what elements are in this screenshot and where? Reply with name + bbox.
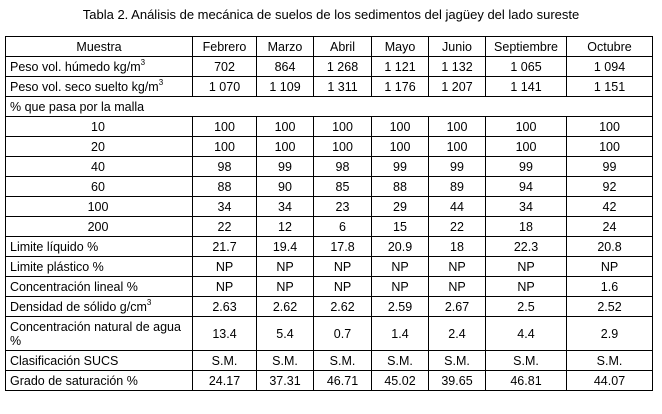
table-cell: 1 151 bbox=[567, 77, 653, 97]
table-row bbox=[6, 371, 653, 391]
header-cell: Muestra bbox=[6, 37, 193, 57]
row-label: 60 bbox=[6, 177, 193, 197]
row-label-text: Peso vol. seco suelto kg/m bbox=[10, 79, 159, 94]
table-cell: 1 311 bbox=[314, 77, 372, 97]
table-cell: 1.6 bbox=[567, 277, 653, 297]
table-cell: 2.4 bbox=[429, 317, 486, 351]
table-cell: 2.59 bbox=[372, 297, 429, 317]
table-cell: 89 bbox=[429, 177, 486, 197]
row-label-text: Densidad de sólido g/cm bbox=[10, 299, 147, 314]
section-row bbox=[6, 97, 653, 117]
table-cell: 24.17 bbox=[193, 371, 257, 391]
table-cell: NP bbox=[567, 257, 653, 277]
table-cell: 34 bbox=[257, 197, 314, 217]
table-cell: 1 207 bbox=[429, 77, 486, 97]
table-cell: 34 bbox=[193, 197, 257, 217]
table-row bbox=[6, 177, 653, 197]
header-cell: Octubre bbox=[567, 37, 653, 57]
table-cell: 15 bbox=[372, 217, 429, 237]
table-row bbox=[6, 257, 653, 277]
table-cell: 94 bbox=[486, 177, 567, 197]
table-cell: 88 bbox=[372, 177, 429, 197]
table-cell: 29 bbox=[372, 197, 429, 217]
table-cell: 5.4 bbox=[257, 317, 314, 351]
table-cell: 22.3 bbox=[486, 237, 567, 257]
table-cell: 2.67 bbox=[429, 297, 486, 317]
table-cell: NP bbox=[486, 257, 567, 277]
row-label: 20 bbox=[6, 137, 193, 157]
row-label: Concentración natural de agua % bbox=[6, 317, 193, 351]
row-label: Concentración lineal % bbox=[6, 277, 193, 297]
table-cell: 864 bbox=[257, 57, 314, 77]
table-cell: 2.62 bbox=[257, 297, 314, 317]
table-row bbox=[6, 317, 653, 351]
table-row bbox=[6, 77, 653, 97]
table-row bbox=[6, 117, 653, 137]
header-cell: Abril bbox=[314, 37, 372, 57]
table-cell: 100 bbox=[486, 117, 567, 137]
table-caption: Tabla 2. Análisis de mecánica de suelos de los sedimentos del jagüey del lado sureste bbox=[82, 7, 580, 22]
superscript: 3 bbox=[158, 77, 164, 87]
table-row bbox=[6, 277, 653, 297]
table-cell: 2.5 bbox=[486, 297, 567, 317]
table-cell: 6 bbox=[314, 217, 372, 237]
section-label: % que pasa por la malla bbox=[6, 97, 653, 117]
table-cell: 19.4 bbox=[257, 237, 314, 257]
header-cell: Marzo bbox=[257, 37, 314, 57]
table-cell: 98 bbox=[314, 157, 372, 177]
table-row bbox=[6, 297, 653, 317]
table-cell: 42 bbox=[567, 197, 653, 217]
table-cell: S.M. bbox=[372, 351, 429, 371]
table-cell: 37.31 bbox=[257, 371, 314, 391]
table-cell: NP bbox=[486, 277, 567, 297]
table-cell: 34 bbox=[486, 197, 567, 217]
table-cell: 20.9 bbox=[372, 237, 429, 257]
table-row bbox=[6, 157, 653, 177]
header-cell: Junio bbox=[429, 37, 486, 57]
table-cell: 100 bbox=[193, 137, 257, 157]
table-cell: 18 bbox=[429, 237, 486, 257]
table-cell: 85 bbox=[314, 177, 372, 197]
row-label bbox=[6, 77, 193, 97]
table-cell: 100 bbox=[486, 137, 567, 157]
table-row bbox=[6, 57, 653, 77]
table-cell: 1 176 bbox=[372, 77, 429, 97]
table-cell: S.M. bbox=[429, 351, 486, 371]
table-cell: 46.81 bbox=[486, 371, 567, 391]
table-cell: 46.71 bbox=[314, 371, 372, 391]
table-cell: S.M. bbox=[567, 351, 653, 371]
table-cell: S.M. bbox=[193, 351, 257, 371]
table-cell: 99 bbox=[486, 157, 567, 177]
row-label: Limite líquido % bbox=[6, 237, 193, 257]
table-cell: NP bbox=[429, 277, 486, 297]
header-cell: Febrero bbox=[193, 37, 257, 57]
table-cell: 100 bbox=[314, 117, 372, 137]
row-label: 100 bbox=[6, 197, 193, 217]
table-cell: S.M. bbox=[486, 351, 567, 371]
table-cell: 45.02 bbox=[372, 371, 429, 391]
table-row bbox=[6, 137, 653, 157]
table-cell: NP bbox=[193, 257, 257, 277]
table-cell: 1 094 bbox=[567, 57, 653, 77]
table-cell: 18 bbox=[486, 217, 567, 237]
header-cell: Mayo bbox=[372, 37, 429, 57]
table-cell: 100 bbox=[429, 137, 486, 157]
table-cell: 98 bbox=[193, 157, 257, 177]
table-cell: 1 109 bbox=[257, 77, 314, 97]
table-cell: 1 070 bbox=[193, 77, 257, 97]
table-cell: 39.65 bbox=[429, 371, 486, 391]
table-cell: 13.4 bbox=[193, 317, 257, 351]
row-label: Limite plástico % bbox=[6, 257, 193, 277]
table-cell: 4.4 bbox=[486, 317, 567, 351]
header-row bbox=[6, 37, 653, 57]
table-cell: 20.8 bbox=[567, 237, 653, 257]
table-cell: NP bbox=[372, 257, 429, 277]
table-cell: 100 bbox=[429, 117, 486, 137]
table-cell: 99 bbox=[567, 157, 653, 177]
table-row bbox=[6, 217, 653, 237]
superscript: 3 bbox=[146, 297, 152, 307]
row-label: Grado de saturación % bbox=[6, 371, 193, 391]
table-cell: 2.63 bbox=[193, 297, 257, 317]
table-cell: 100 bbox=[372, 117, 429, 137]
table-cell: NP bbox=[257, 277, 314, 297]
table-cell: 22 bbox=[429, 217, 486, 237]
row-label-text: Peso vol. húmedo kg/m bbox=[10, 59, 141, 74]
table-cell: 100 bbox=[567, 137, 653, 157]
table-cell: NP bbox=[257, 257, 314, 277]
table-cell: 1 141 bbox=[486, 77, 567, 97]
table-cell: 44.07 bbox=[567, 371, 653, 391]
table-cell: 100 bbox=[257, 137, 314, 157]
table-cell: 100 bbox=[372, 137, 429, 157]
table-cell: 21.7 bbox=[193, 237, 257, 257]
table-cell: NP bbox=[372, 277, 429, 297]
table-cell: 100 bbox=[193, 117, 257, 137]
row-label bbox=[6, 297, 193, 317]
row-label bbox=[6, 57, 193, 77]
row-label: 40 bbox=[6, 157, 193, 177]
superscript: 3 bbox=[140, 57, 146, 67]
row-label: 200 bbox=[6, 217, 193, 237]
table-cell: 23 bbox=[314, 197, 372, 217]
table-cell: 2.9 bbox=[567, 317, 653, 351]
table-cell: 12 bbox=[257, 217, 314, 237]
table-cell: NP bbox=[314, 277, 372, 297]
table-cell: 1 132 bbox=[429, 57, 486, 77]
table-cell: 99 bbox=[372, 157, 429, 177]
table-cell: 1 268 bbox=[314, 57, 372, 77]
table-cell: S.M. bbox=[314, 351, 372, 371]
header-cell: Septiembre bbox=[486, 37, 567, 57]
table-cell: S.M. bbox=[257, 351, 314, 371]
soil-mechanics-table bbox=[5, 36, 653, 391]
table-cell: 100 bbox=[567, 117, 653, 137]
table-cell: 99 bbox=[429, 157, 486, 177]
table-cell: 702 bbox=[193, 57, 257, 77]
table-cell: NP bbox=[314, 257, 372, 277]
row-label: Clasificación SUCS bbox=[6, 351, 193, 371]
table-row bbox=[6, 197, 653, 217]
table-row bbox=[6, 237, 653, 257]
table-cell: 17.8 bbox=[314, 237, 372, 257]
table-cell: 90 bbox=[257, 177, 314, 197]
table-cell: NP bbox=[429, 257, 486, 277]
table-cell: 24 bbox=[567, 217, 653, 237]
table-cell: 1 065 bbox=[486, 57, 567, 77]
table-cell: 1 121 bbox=[372, 57, 429, 77]
table-cell: 99 bbox=[257, 157, 314, 177]
table-cell: 22 bbox=[193, 217, 257, 237]
table-cell: 100 bbox=[314, 137, 372, 157]
table-cell: 92 bbox=[567, 177, 653, 197]
table-cell: 0.7 bbox=[314, 317, 372, 351]
table-cell: 44 bbox=[429, 197, 486, 217]
table-cell: 100 bbox=[257, 117, 314, 137]
table-row bbox=[6, 351, 653, 371]
table-cell: 2.52 bbox=[567, 297, 653, 317]
row-label: 10 bbox=[6, 117, 193, 137]
table-cell: 2.62 bbox=[314, 297, 372, 317]
table-cell: 88 bbox=[193, 177, 257, 197]
table-cell: NP bbox=[193, 277, 257, 297]
table-cell: 1.4 bbox=[372, 317, 429, 351]
